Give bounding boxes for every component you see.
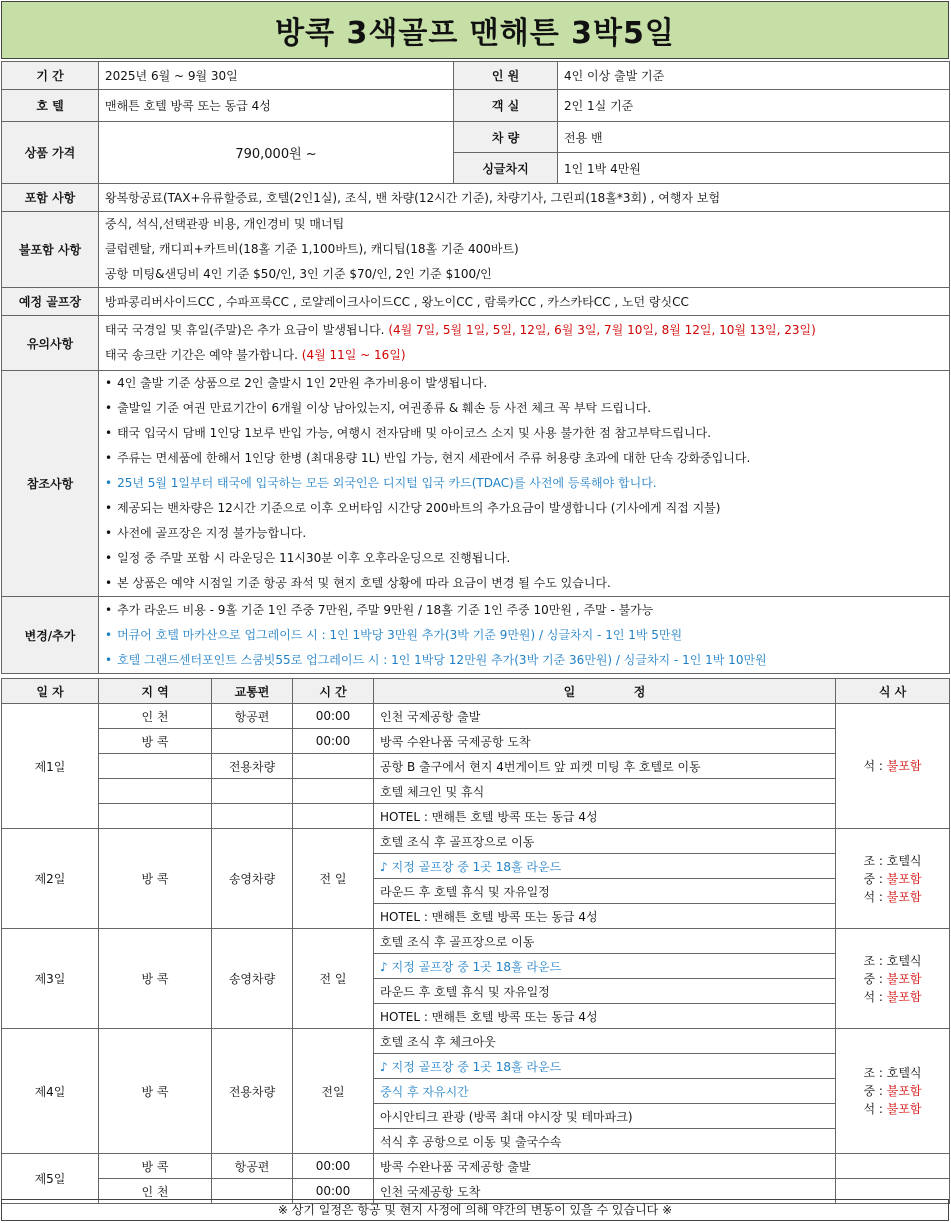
period-value: 2025년 6월 ~ 9월 30일 [99, 62, 454, 90]
plan-cell: 인천 국제공항 출발 [374, 704, 836, 729]
bullet-item: • 주류는 면세품에 한해서 1인당 한병 (최대용량 1L) 반입 가능, 현지 세관에서 주류 허용량 초과에 대한 단속 강화중입니다. [105, 446, 943, 471]
single-label: 싱글차지 [454, 153, 558, 184]
plan-text: 지정 골프장 중 1곳 18홀 라운드 [391, 1059, 562, 1074]
plan-cell [374, 1004, 836, 1029]
transport-cell [212, 779, 293, 804]
single-value: 1인 1박 4만원 [558, 153, 950, 184]
plan-text: HOTEL : 맨해튼 호텔 방콕 또는 동급 4성 [380, 909, 598, 924]
meal-cell [836, 929, 950, 1029]
bullet-item: • 25년 5월 1일부터 태국에 입국하는 모든 외국인은 디지털 입국 카드(TDAC)를 사전에 등록해야 합니다. [105, 471, 943, 496]
transport-cell: 전용차량 [212, 754, 293, 779]
plan-cell [374, 1104, 836, 1129]
plan-text: 호텔 조식 후 골프장으로 이동 [380, 834, 535, 849]
plan-cell: 방콕 수완나품 국제공항 출발 [374, 1154, 836, 1179]
transport-cell: 송영차량 [212, 929, 293, 1029]
region-cell: 방 콕 [99, 1154, 212, 1179]
schedule-header: 일 자 [2, 679, 99, 704]
plan-cell [374, 929, 836, 954]
meal-value: 불포함 [886, 759, 922, 773]
bullet-item: • 호텔 그랜드센터포인트 스쿰빗55로 업그레이드 시 : 1인 1박당 12만원 추가(3박 기준 36만원) / 싱글차지 - 1인 1박 10만원 [105, 648, 943, 673]
excluded-label: 불포함 사항 [2, 212, 99, 288]
plan-cell: 인천 국제공항 도착 [374, 1179, 836, 1204]
region-cell [99, 754, 212, 779]
meal-value: 호텔식 [886, 853, 922, 868]
time-cell: 00:00 [293, 1179, 374, 1204]
schedule-header-row [2, 679, 950, 704]
plan-text: 라운드 후 호텔 휴식 및 자유일정 [380, 984, 550, 999]
plan-text: 라운드 후 호텔 휴식 및 자유일정 [380, 884, 550, 899]
price-value: 790,000원 ~ [99, 122, 454, 184]
meal-label: 중 : [863, 871, 887, 886]
plan-cell [374, 979, 836, 1004]
bullet-item: • 머큐어 호텔 마카산으로 업그레이드 시 : 1인 1박당 3만원 추가(3박 기준 9만원) / 싱글차지 - 1인 1박 5만원 [105, 623, 943, 648]
plan-text: 석식 후 공항으로 이동 및 출국수속 [380, 1134, 562, 1149]
page-title: 방콕 3색골프 맨해튼 3박5일 [1, 1, 949, 59]
plan-cell [374, 854, 836, 879]
region-cell: 인 천 [99, 704, 212, 729]
included-value: 왕복항공료(TAX+유류할증료, 호텔(2인1실), 조식, 밴 차량(12시간 기준), 차량기사, 그린피(18홀*3회) , 여행자 보험 [99, 184, 950, 212]
plan-cell [374, 1129, 836, 1154]
meal-label: 조 : [863, 953, 887, 968]
meal-label: 중 : [863, 1084, 887, 1098]
info-table [1, 61, 950, 184]
schedule-row [2, 729, 950, 754]
region-cell [99, 779, 212, 804]
plan-text: 호텔 조식 후 골프장으로 이동 [380, 934, 535, 949]
meal-label: 석 : [863, 889, 887, 904]
meal-cell [836, 829, 950, 929]
caution-text: 태국 국경일 및 휴일(주말)은 추가 요금이 발생됩니다. [105, 323, 389, 337]
schedule-row [2, 704, 950, 729]
meal-cell [836, 1029, 950, 1154]
meal-value: 불포함 [886, 1102, 922, 1116]
bullet-item: • 일정 중 주말 포함 시 라운딩은 11시30분 이후 오후라운딩으로 진행됩니다. [105, 546, 943, 571]
region-cell: 방 콕 [99, 729, 212, 754]
time-cell: 00:00 [293, 704, 374, 729]
transport-cell: 항공편 [212, 704, 293, 729]
caution-line-2 [105, 343, 943, 368]
plan-cell [374, 954, 836, 979]
region-cell: 방 콕 [99, 829, 212, 929]
day-label: 제1일 [2, 704, 99, 829]
plan-cell: 방콕 수완나품 국제공항 도착 [374, 729, 836, 754]
transport-cell [212, 729, 293, 754]
plan-text: HOTEL : 맨해튼 호텔 방콕 또는 동급 4성 [380, 1009, 598, 1024]
schedule-header: 식 사 [836, 679, 950, 704]
room-label: 객 실 [454, 90, 558, 122]
period-label: 기 간 [2, 62, 99, 90]
meal-line [842, 1082, 943, 1100]
excluded-line: 중식, 석식,선택관광 비용, 개인경비 및 매너팁 [105, 217, 345, 231]
schedule-row [2, 804, 950, 829]
bullet-item: • 제공되는 밴차량은 12시간 기준으로 이후 오버타임 시간당 200바트의 추가요금이 발생합니다 (기사에게 직접 지불) [105, 496, 943, 521]
plan-cell [374, 1054, 836, 1079]
plan-text: 중식 후 자유시간 [380, 1084, 469, 1099]
footer-note: ※ 상기 일정은 항공 및 현지 사정에 의해 약간의 변동이 있을 수 있습니다 ※ [1, 1199, 949, 1221]
caution-dates: (4월 7일, 5월 1일, 5일, 12일, 6월 3일, 7월 10일, 8월 12일, 10월 13일, 23일) [388, 323, 816, 337]
hotel-value: 맨해튼 호텔 방콕 또는 동급 4성 [99, 90, 454, 122]
plan-text: 지정 골프장 중 1곳 18홀 라운드 [391, 959, 562, 974]
schedule-row [2, 829, 950, 854]
meal-line [842, 757, 943, 775]
time-cell: 00:00 [293, 1154, 374, 1179]
meal-line [842, 888, 943, 906]
bullet-item: • 출발일 기준 여권 만료기간이 6개월 이상 남아있는지, 여권종류 & 훼손 등 사전 체크 꼭 부탁 드립니다. [105, 396, 943, 421]
people-label: 인 원 [454, 62, 558, 90]
time-cell: 전 일 [293, 829, 374, 929]
golf-value: 방파콩리버사이드CC , 수파프룩CC , 로얄레이크사이드CC , 왕노이CC , 람룩카CC , 카스카타CC , 노던 랑싯CC [99, 288, 950, 316]
day-label: 제3일 [2, 929, 99, 1029]
region-cell: 방 콕 [99, 929, 212, 1029]
meal-value: 불포함 [886, 1084, 922, 1098]
meal-value: 불포함 [886, 989, 922, 1004]
meal-line [842, 988, 943, 1006]
bullet-item: • 태국 입국시 담배 1인당 1보루 반입 가능, 여행시 전자담배 및 아이코스 소지 및 사용 불가한 점 참고부탁드립니다. [105, 421, 943, 446]
plan-cell [374, 1029, 836, 1054]
plan-cell: 공항 B 출구에서 현지 4번게이트 앞 피켓 미팅 후 호텔로 이동 [374, 754, 836, 779]
meal-label: 중 : [863, 971, 887, 986]
included-label: 포함 사항 [2, 184, 99, 212]
plan-cell: 호텔 체크인 및 휴식 [374, 779, 836, 804]
plan-cell [374, 904, 836, 929]
schedule-row [2, 1029, 950, 1054]
meal-line [842, 870, 943, 888]
room-value: 2인 1실 기준 [558, 90, 950, 122]
people-value: 4인 이상 출발 기준 [558, 62, 950, 90]
day-label: 제4일 [2, 1029, 99, 1154]
day-label: 제2일 [2, 829, 99, 929]
region-cell: 방 콕 [99, 1029, 212, 1154]
reference-label: 참조사항 [2, 371, 99, 597]
vehicle-value: 전용 밴 [558, 122, 950, 153]
meal-line [842, 1064, 943, 1082]
plan-cell [374, 879, 836, 904]
plan-text: 지정 골프장 중 1곳 18홀 라운드 [391, 859, 562, 874]
meal-label: 조 : [863, 853, 887, 868]
price-label: 상품 가격 [2, 122, 99, 184]
region-cell [99, 804, 212, 829]
meal-label: 석 : [863, 989, 887, 1004]
schedule-header: 시 간 [293, 679, 374, 704]
schedule-header: 교통편 [212, 679, 293, 704]
plan-cell: HOTEL : 맨해튼 호텔 방콕 또는 동급 4성 [374, 804, 836, 829]
bullet-item: • 추가 라운드 비용 - 9홀 기준 1인 주중 7만원, 주말 9만원 / 18홀 기준 1인 주중 10만원 , 주말 - 불가능 [105, 598, 943, 623]
transport-cell: 항공편 [212, 1154, 293, 1179]
music-note-icon: ♪ [380, 959, 388, 974]
meal-value: 불포함 [886, 871, 922, 886]
meal-label: 조 : [863, 1066, 887, 1080]
schedule-header: 일 정 [374, 679, 836, 704]
meal-cell [836, 1154, 950, 1179]
time-cell: 00:00 [293, 729, 374, 754]
caution-text: 태국 송크란 기간은 예약 불가합니다. [105, 348, 302, 362]
transport-cell: 전용차량 [212, 1029, 293, 1154]
transport-cell: 송영차량 [212, 829, 293, 929]
plan-text: 호텔 조식 후 체크아웃 [380, 1034, 496, 1049]
caution-label: 유의사항 [2, 316, 99, 371]
meal-line [842, 1100, 943, 1118]
meal-line [842, 970, 943, 988]
meal-line [842, 852, 943, 870]
hotel-label: 호 텔 [2, 90, 99, 122]
meal-value: 호텔식 [886, 1066, 922, 1080]
changes-list [99, 597, 950, 674]
transport-cell [212, 804, 293, 829]
caution-line-1 [105, 318, 943, 343]
meal-line [842, 952, 943, 970]
meal-label: 석 : [863, 759, 887, 773]
plan-text: 아시안티크 관광 (방콕 최대 야시장 및 테마파크) [380, 1109, 633, 1124]
meal-cell [836, 704, 950, 829]
schedule-table [1, 678, 950, 1204]
music-note-icon: ♪ [380, 1059, 388, 1074]
schedule-row [2, 929, 950, 954]
changes-label: 변경/추가 [2, 597, 99, 674]
golf-label: 예정 골프장 [2, 288, 99, 316]
meal-value: 호텔식 [886, 953, 922, 968]
bullet-item: • 본 상품은 예약 시점일 기준 항공 좌석 및 현지 호텔 상황에 따라 요금이 변경 될 수도 있습니다. [105, 571, 943, 596]
excluded-line: 클럽렌탈, 캐디피+카트비(18홀 기준 1,100바트), 캐디팁(18홀 기준 400바트) [105, 242, 519, 256]
bullet-item: • 4인 출발 기준 상품으로 2인 출발시 1인 2만원 추가비용이 발생됩니다. [105, 371, 943, 396]
details-table [1, 183, 950, 674]
meal-label: 석 : [863, 1102, 887, 1116]
schedule-row [2, 779, 950, 804]
region-cell: 인 천 [99, 1179, 212, 1204]
meal-value: 불포함 [886, 971, 922, 986]
plan-cell [374, 1079, 836, 1104]
meal-value: 불포함 [886, 889, 922, 904]
plan-cell [374, 829, 836, 854]
time-cell [293, 804, 374, 829]
bullet-item: • 사전에 골프장은 지정 불가능합니다. [105, 521, 943, 546]
vehicle-label: 차 량 [454, 122, 558, 153]
schedule-row [2, 1154, 950, 1179]
time-cell: 전 일 [293, 929, 374, 1029]
time-cell [293, 779, 374, 804]
schedule-header: 지 역 [99, 679, 212, 704]
music-note-icon: ♪ [380, 859, 388, 874]
day-label: 제5일 [2, 1154, 99, 1204]
time-cell [293, 754, 374, 779]
excluded-line: 공항 미팅&샌딩비 4인 기준 $50/인, 3인 기준 $70/인, 2인 기준 $100/인 [105, 267, 492, 281]
caution-dates: (4월 11일 ~ 16일) [301, 348, 406, 362]
schedule-row [2, 754, 950, 779]
time-cell: 전일 [293, 1029, 374, 1154]
reference-list [99, 371, 950, 597]
